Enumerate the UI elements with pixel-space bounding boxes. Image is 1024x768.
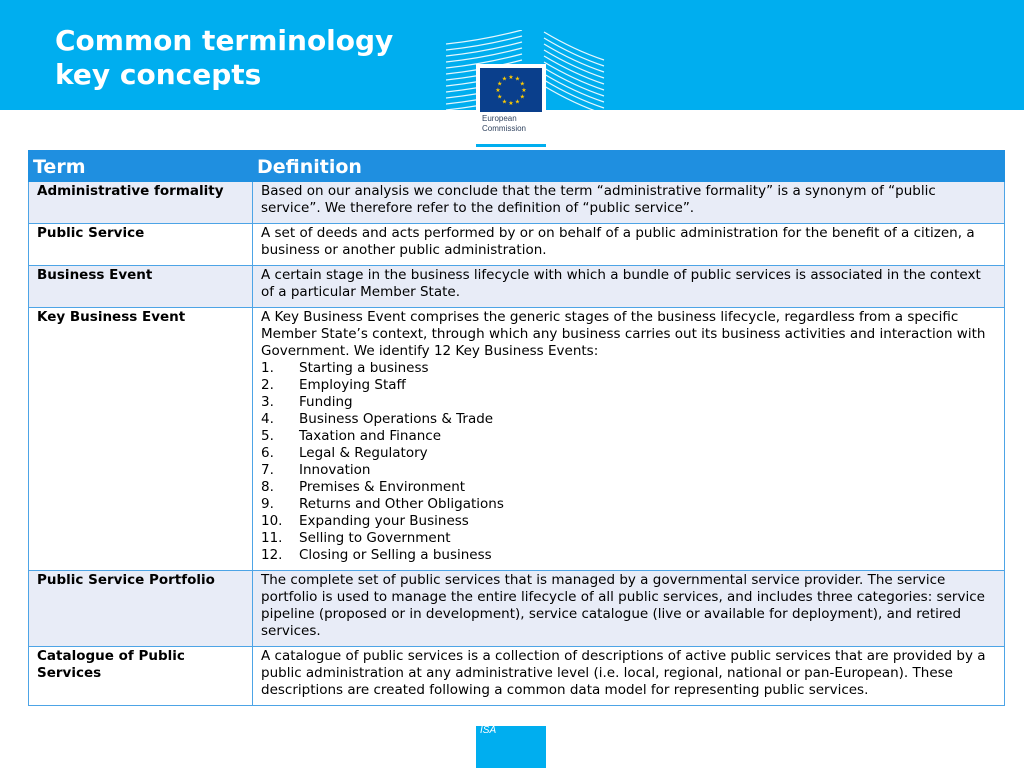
- table-header-row: [29, 151, 1005, 182]
- star-icon: ★: [519, 93, 525, 101]
- list-text: Expanding your Business: [299, 513, 469, 529]
- star-icon: ★: [508, 100, 514, 107]
- list-number: 3.: [261, 394, 274, 410]
- term-cell: Public Service: [29, 224, 253, 266]
- column-header-term: Term: [29, 151, 253, 182]
- star-icon: ★: [514, 75, 521, 83]
- list-number: 1.: [261, 360, 274, 376]
- list-item: [261, 394, 996, 411]
- list-text: Employing Staff: [299, 377, 406, 393]
- list-text: Selling to Government: [299, 530, 451, 546]
- definition-cell: Based on our analysis we conclude that the term “administrative formality” is a synonym of “public service”. We therefore refer to the definition of “public service”.: [253, 182, 1005, 224]
- table-row: [29, 308, 1005, 571]
- star-icon: ★: [521, 87, 527, 94]
- footer-isa-label: ISA: [480, 725, 497, 736]
- european-commission-logo: [476, 64, 546, 147]
- list-item: [261, 479, 996, 496]
- list-text: Funding: [299, 394, 353, 410]
- list-number: 12.: [261, 547, 283, 563]
- list-item: [261, 428, 996, 445]
- list-number: 5.: [261, 428, 274, 444]
- list-number: 4.: [261, 411, 274, 427]
- term-cell: Key Business Event: [29, 308, 253, 571]
- table-row: [29, 266, 1005, 308]
- list-item: [261, 547, 996, 564]
- list-text: Innovation: [299, 462, 371, 478]
- list-number: 7.: [261, 462, 274, 478]
- column-header-definition: Definition: [253, 151, 1005, 182]
- list-number: 8.: [261, 479, 274, 495]
- table-row: [29, 224, 1005, 266]
- logo-text-line-1: European: [482, 114, 517, 123]
- list-text: Returns and Other Obligations: [299, 496, 504, 512]
- list-item: [261, 530, 996, 547]
- slide-title: [55, 24, 393, 92]
- star-icon: ★: [495, 87, 501, 94]
- star-icon: ★: [508, 74, 514, 81]
- table-row: [29, 571, 1005, 647]
- list-text: Premises & Environment: [299, 479, 466, 495]
- term-cell: Catalogue of Public Services: [29, 647, 253, 706]
- definition-cell: A set of deeds and acts performed by or on behalf of a public administration for the benefit of a citizen, a business or another public administration.: [253, 224, 1005, 266]
- term-cell: Business Event: [29, 266, 253, 308]
- logo-text: [482, 114, 526, 134]
- star-icon: ★: [501, 98, 508, 106]
- definition-text: A Key Business Event comprises the generic stages of the business lifecycle, regardless from a specific Member State’s context, through which any business carries out its business activities and interaction with Government. We identify 12 Key Business Events:: [261, 309, 986, 359]
- list-item: [261, 360, 996, 377]
- list-number: 2.: [261, 377, 274, 393]
- list-text: Legal & Regulatory: [299, 445, 428, 461]
- definition-cell: A catalogue of public services is a collection of descriptions of active public services that are provided by a public administration at any administrative level (i.e. local, regional, national or pan-European). These descriptions are created following a common data model for representing public services.: [253, 647, 1005, 706]
- definition-cell: The complete set of public services that is managed by a governmental service provider. The service portfolio is used to manage the entire lifecycle of all public services, and includes three categories: service pipeline (proposed or in development), service catalogue (live or available for deployment), and retired services.: [253, 571, 1005, 647]
- star-icon: ★: [497, 93, 503, 101]
- logo-text-line-2: Commission: [482, 124, 527, 133]
- definition-cell: [253, 308, 1005, 571]
- list-item: [261, 496, 996, 513]
- list-item: [261, 513, 996, 530]
- star-icon: ★: [519, 80, 525, 88]
- eu-flag-icon: [480, 68, 542, 112]
- star-icon: ★: [497, 80, 503, 88]
- list-number: 9.: [261, 496, 274, 512]
- list-text: Business Operations & Trade: [299, 411, 494, 427]
- term-cell: Public Service Portfolio: [29, 571, 253, 647]
- list-number: 10.: [261, 513, 283, 529]
- slide-title-line-1: Common terminology: [55, 24, 394, 57]
- key-business-events-list: [261, 360, 996, 564]
- slide-title-line-2: key concepts: [55, 58, 262, 91]
- list-text: Closing or Selling a business: [299, 547, 492, 563]
- table-row: [29, 182, 1005, 224]
- table-row: [29, 647, 1005, 706]
- term-cell: Administrative formality: [29, 182, 253, 224]
- list-item: [261, 445, 996, 462]
- list-item: [261, 411, 996, 428]
- list-number: 11.: [261, 530, 283, 546]
- definition-cell: A certain stage in the business lifecycle with which a bundle of public services is associated in the context of a particular Member State.: [253, 266, 1005, 308]
- list-number: 6.: [261, 445, 274, 461]
- list-text: Taxation and Finance: [299, 428, 442, 444]
- terminology-table: [28, 150, 1005, 706]
- list-text: Starting a business: [299, 360, 429, 376]
- star-icon: ★: [514, 98, 521, 106]
- list-item: [261, 377, 996, 394]
- star-icon: ★: [501, 75, 508, 83]
- list-item: [261, 462, 996, 479]
